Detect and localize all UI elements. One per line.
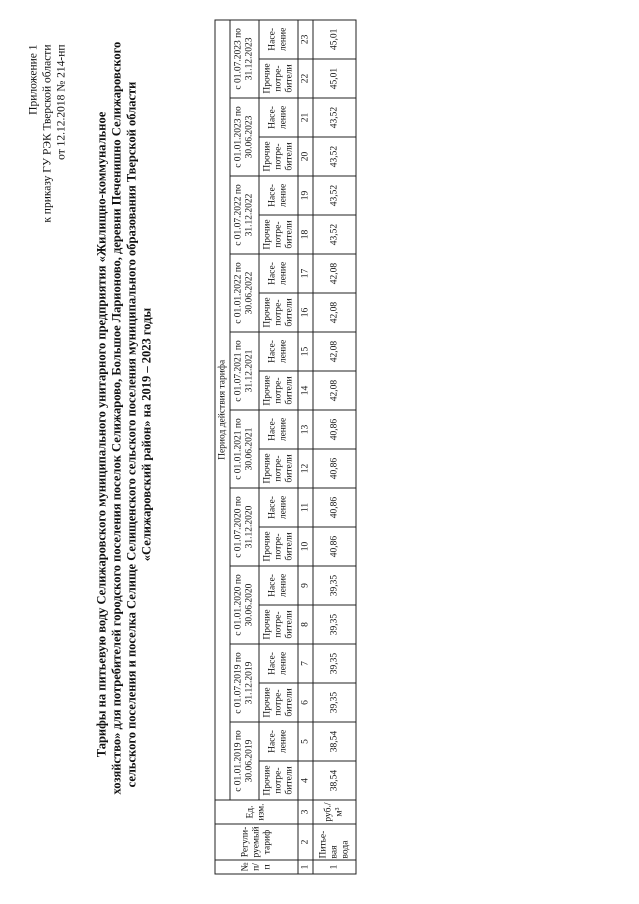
row-tariff: Питье-вая вода — [313, 824, 356, 860]
subheader-population: Насе-ление — [259, 19, 298, 58]
tariff-value-cell: 40,86 — [313, 410, 356, 449]
subheader-other-consumers: Прочие потре-бители — [259, 215, 298, 254]
column-number: 6 — [298, 683, 313, 722]
column-number: 1 — [298, 860, 313, 874]
subheader-population: Насе-ление — [259, 644, 298, 683]
subheader-other-consumers: Прочие потре-бители — [259, 137, 298, 176]
tariff-value-cell: 43,52 — [313, 137, 356, 176]
tariff-value-cell: 43,52 — [313, 176, 356, 215]
column-number: 3 — [298, 800, 313, 824]
column-number: 18 — [298, 215, 313, 254]
column-number: 17 — [298, 254, 313, 293]
period-header: с 01.01.2020 по 30.06.2020 — [230, 566, 259, 644]
column-number: 14 — [298, 371, 313, 410]
tariff-value-cell: 39,35 — [313, 683, 356, 722]
period-header: с 01.07.2021 по 31.12.2021 — [230, 332, 259, 410]
period-header: с 01.01.2023 по 30.06.2023 — [230, 98, 259, 176]
tariff-value-cell: 40,86 — [313, 449, 356, 488]
subheader-other-consumers: Прочие потре-бители — [259, 293, 298, 332]
column-number: 22 — [298, 59, 313, 98]
subheader-other-consumers: Прочие потре-бители — [259, 761, 298, 800]
header-period-group: Период действия тарифа — [215, 19, 230, 799]
column-number: 23 — [298, 19, 313, 58]
period-header: с 01.01.2019 по 30.06.2019 — [230, 722, 259, 800]
tariff-value-cell: 43,52 — [313, 98, 356, 137]
header-unit: Ед. изм. — [215, 800, 298, 824]
subheader-population: Насе-ление — [259, 254, 298, 293]
column-number: 12 — [298, 449, 313, 488]
subheader-population: Насе-ление — [259, 176, 298, 215]
tariff-value-cell: 42,08 — [313, 371, 356, 410]
column-number: 7 — [298, 644, 313, 683]
column-number: 2 — [298, 824, 313, 860]
column-number: 10 — [298, 527, 313, 566]
column-number: 11 — [298, 488, 313, 527]
subheader-other-consumers: Прочие потре-бители — [259, 371, 298, 410]
subheader-other-consumers: Прочие потре-бители — [259, 59, 298, 98]
appendix-reference — [26, 44, 68, 222]
column-number-row — [298, 19, 313, 873]
subheader-population: Насе-ление — [259, 566, 298, 605]
period-header: с 01.01.2022 по 30.06.2022 — [230, 254, 259, 332]
header-num: № п/ п — [215, 860, 298, 874]
period-header: с 01.07.2023 по 31.12.2023 — [230, 19, 259, 97]
period-header: с 01.01.2021 по 30.06.2021 — [230, 410, 259, 488]
title-line-1: Тарифы на питьевую воду Селижаровского муниципального унитарного предприятия «Жилищно-коммунальное — [94, 111, 108, 757]
tariff-value-cell: 42,08 — [313, 332, 356, 371]
tariff-value-cell: 39,35 — [313, 605, 356, 644]
column-number: 19 — [298, 176, 313, 215]
tariff-table — [214, 19, 356, 874]
appendix-order-ref: к приказу ГУ РЭК Тверской области — [41, 44, 53, 223]
column-number: 9 — [298, 566, 313, 605]
column-number: 4 — [298, 761, 313, 800]
tariff-value-cell: 45,01 — [313, 59, 356, 98]
tariff-value-cell: 42,08 — [313, 254, 356, 293]
period-header: с 01.07.2022 по 31.12.2022 — [230, 176, 259, 254]
title-line-4: «Селижаровский район» на 2019 – 2023 годы — [139, 307, 153, 561]
row-num: 1 — [313, 860, 356, 874]
column-number: 21 — [298, 98, 313, 137]
header-tariff: Регули-руемый тариф — [215, 824, 298, 860]
tariff-value-cell: 39,35 — [313, 644, 356, 683]
document-title — [94, 41, 154, 794]
column-number: 16 — [298, 293, 313, 332]
column-number: 5 — [298, 722, 313, 761]
period-header: с 01.07.2020 по 31.12.2020 — [230, 488, 259, 566]
subheader-population: Насе-ление — [259, 332, 298, 371]
tariff-value-cell: 39,35 — [313, 566, 356, 605]
table-row — [313, 19, 356, 873]
subheader-other-consumers: Прочие потре-бители — [259, 449, 298, 488]
tariff-value-cell: 45,01 — [313, 19, 356, 58]
appendix-number: Приложение 1 — [27, 44, 39, 115]
column-number: 15 — [298, 332, 313, 371]
subheader-other-consumers: Прочие потре-бители — [259, 605, 298, 644]
period-header-row — [230, 19, 259, 873]
tariff-value-cell: 43,52 — [313, 215, 356, 254]
appendix-order-date: от 12.12.2018 № 214-нп — [55, 44, 67, 160]
column-number: 13 — [298, 410, 313, 449]
row-unit: руб./м³ — [313, 800, 356, 824]
subheader-population: Насе-ление — [259, 98, 298, 137]
title-line-3: сельского поселения и поселка Селище Селищенского сельского поселения муниципального образования Тверской области — [124, 81, 138, 787]
tariff-value-cell: 38,54 — [313, 761, 356, 800]
column-number: 8 — [298, 605, 313, 644]
subheader-population: Насе-ление — [259, 722, 298, 761]
tariff-value-cell: 38,54 — [313, 722, 356, 761]
tariff-value-cell: 40,86 — [313, 488, 356, 527]
tariff-value-cell: 42,08 — [313, 293, 356, 332]
title-line-2: хозяйство» для потребителей городского поселения поселок Селижарово, Большое Ларионово, деревни Печенишно Селижаровского — [109, 41, 123, 794]
period-header: с 01.07.2019 по 31.12.2019 — [230, 644, 259, 722]
tariff-value-cell: 40,86 — [313, 527, 356, 566]
subheader-row — [259, 19, 298, 873]
subheader-other-consumers: Прочие потре-бители — [259, 683, 298, 722]
subheader-population: Насе-ление — [259, 488, 298, 527]
column-number: 20 — [298, 137, 313, 176]
subheader-other-consumers: Прочие потре-бители — [259, 527, 298, 566]
subheader-population: Насе-ление — [259, 410, 298, 449]
